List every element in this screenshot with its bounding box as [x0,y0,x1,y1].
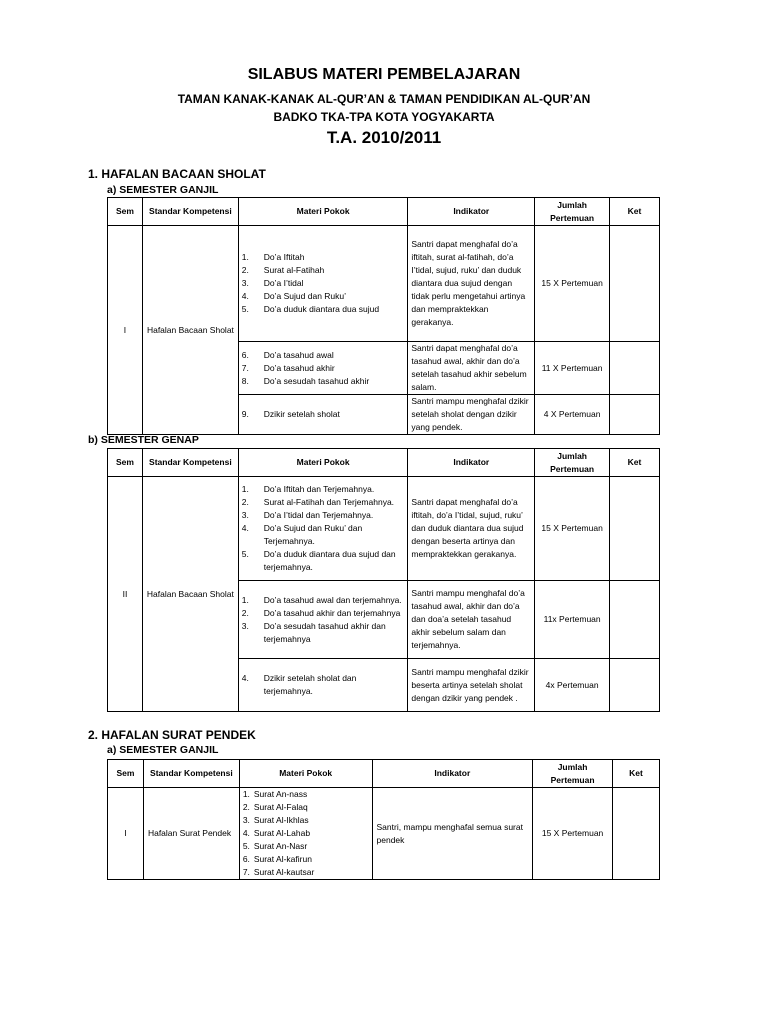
indikator-cell: Santri, mampu menghafal semua surat pendek [372,788,533,880]
jumlah-cell: 4x Pertemuan [535,659,610,712]
jumlah-cell: 4 X Pertemuan [535,395,610,435]
document-subtitle: TAMAN KANAK-KANAK AL-QUR’AN & TAMAN PENDIDIKAN AL-QUR’AN [177,92,591,106]
list-item [243,840,369,853]
col-jumlah: Jumlah Pertemuan [533,760,613,788]
col-indikator: Indikator [408,449,535,477]
list-number: 9. [241,409,249,419]
list-item [242,620,405,646]
list-number: 4. [241,291,249,301]
list-number: 7. [242,867,250,877]
table-header-row [108,198,660,226]
col-standar: Standar Kompetensi [142,198,238,226]
list-number: 6. [242,854,250,864]
list-item [242,303,405,316]
list-text: Surat An-nass [253,789,308,799]
list-item [242,594,405,607]
list-text: Do’a duduk diantara dua sujud dan terjemahnya. [263,549,396,572]
materi-cell [238,226,408,342]
list-number: 5. [241,549,249,559]
list-text: Do’a sesudah tasahud akhir dan terjemahnya [263,620,386,644]
sem-cell: I [108,226,143,435]
list-item [243,866,369,879]
organization-name: BADKO TKA-TPA KOTA YOGYAKARTA [273,110,495,124]
list-number: 1. [241,484,249,494]
jumlah-cell: 15 X Pertemuan [535,477,610,581]
list-item [242,509,405,522]
standar-cell: Hafalan Bacaan Sholat [142,477,238,712]
col-sem: Sem [108,449,143,477]
list-number: 3. [241,278,249,288]
list-text: Surat An-Nasr [253,841,308,851]
ket-cell [613,788,660,880]
indikator-cell: Santri mampu menghafal dzikir setelah sholat dengan dzikir yang pendek. [408,395,535,435]
section-1-heading: 1. HAFALAN BACAAN SHOLAT [88,167,266,181]
section-1b-label: b) SEMESTER GENAP [88,434,199,446]
col-sem: Sem [108,198,143,226]
sem-cell: II [108,477,143,712]
list-number: 5. [242,841,250,851]
indikator-cell: Santri dapat menghafal do’a iftitah, surat al-fatihah, do’a I’tidal, sujud, ruku’ dan duduk diantara dua sujud dengan tidak perlu mengetahui artinya dan mempraktekkan gerakanya. [408,226,535,342]
jumlah-cell: 11x Pertemuan [535,581,610,659]
section-2a-label: a) SEMESTER GANJIL [107,744,219,756]
col-jumlah: Jumlah Pertemuan [535,198,610,226]
list-item [242,251,405,264]
list-number: 2. [241,607,249,618]
list-item [242,349,405,362]
list-item [242,264,405,277]
list-text: Surat Al-kafirun [253,854,312,864]
list-text: Do’a tasahud awal dan terjemahnya. [263,594,402,605]
materi-cell [239,788,372,880]
list-number: 3. [241,620,249,631]
col-materi: Materi Pokok [239,760,372,788]
list-number: 2. [241,497,249,507]
ket-cell [610,659,660,712]
materi-cell [238,659,408,712]
ket-cell [610,395,660,435]
list-text: Surat Al-kautsar [253,867,315,877]
list-number: 4. [241,523,249,533]
list-number: 3. [241,510,249,520]
materi-cell [238,477,408,581]
materi-cell [238,342,408,395]
list-item [242,362,405,375]
academic-year: T.A. 2010/2011 [326,128,442,147]
list-text: Surat al-Fatihah dan Terjemahnya. [263,497,395,507]
list-item [242,607,405,620]
col-materi: Materi Pokok [238,449,408,477]
list-text: Do’a I’tidal [263,278,304,288]
col-indikator: Indikator [408,198,535,226]
list-text: Do’a Sujud dan Ruku’ [263,291,347,301]
document-title: SILABUS MATERI PEMBELAJARAN [247,66,521,83]
list-item [242,496,405,509]
list-text: Dzikir setelah sholat [263,409,340,419]
list-item [242,277,405,290]
col-materi: Materi Pokok [238,198,408,226]
jumlah-cell: 15 X Pertemuan [535,226,610,342]
table-row [108,788,660,880]
list-number: 1. [241,594,249,605]
list-number: 4. [242,828,250,838]
list-text: Do’a tasahud akhir [263,362,335,373]
col-standar: Standar Kompetensi [143,760,239,788]
list-item [242,672,405,698]
materi-cell [238,581,408,659]
list-item [243,788,369,801]
list-item [242,548,405,574]
table-2a [107,759,660,880]
table-header-row [108,760,660,788]
list-text: Do’a duduk diantara dua sujud [263,304,380,314]
jumlah-cell: 11 X Pertemuan [535,342,610,395]
list-number: 8. [241,375,249,386]
ket-cell [610,226,660,342]
jumlah-cell: 15 X Pertemuan [533,788,613,880]
indikator-cell: Santri mampu menghafal do’a tasahud awal, akhir dan do’a dan doa’a setelah tasahud akhir sebelum salam dan terjemahnya. [408,581,535,659]
list-text: Do’a Iftitah [263,252,305,262]
list-text: Dzikir setelah sholat dan terjemahnya. [263,673,357,696]
list-number: 4. [241,673,249,683]
section-2-heading: 2. HAFALAN SURAT PENDEK [88,728,256,742]
list-item [243,827,369,840]
table-1b [107,448,660,712]
list-number: 6. [241,349,249,360]
col-jumlah: Jumlah Pertemuan [535,449,610,477]
table-row [108,226,660,342]
indikator-cell: Santri mampu menghafal dzikir beserta artinya setelah sholat dengan dzikir yang pendek . [408,659,535,712]
list-text: Surat Al-Ikhlas [253,815,309,825]
list-text: Surat Al-Lahab [253,828,311,838]
ket-cell [610,342,660,395]
list-text: Do’a Iftitah dan Terjemahnya. [263,484,375,494]
indikator-cell: Santri dapat menghafal do’a iftitah, do’a I’tidal, sujud, ruku’ dan duduk diantara dua sujud dengan beserta artinya dan mempraktekkan gerakanya. [408,477,535,581]
list-item [242,290,405,303]
ket-cell [610,477,660,581]
table-row [108,477,660,581]
list-number: 1. [242,789,250,799]
list-number: 3. [242,815,250,825]
list-number: 2. [242,802,250,812]
standar-cell: Hafalan Bacaan Sholat [142,226,238,435]
list-text: Do’a sesudah tasahud akhir [263,375,370,386]
materi-cell [238,395,408,435]
list-text: Do’a tasahud akhir dan terjemahnya [263,607,401,618]
list-number: 2. [241,265,249,275]
list-text: Surat al-Fatihah [263,265,325,275]
list-item [242,408,405,421]
sem-cell: I [108,788,144,880]
section-1a-label: a) SEMESTER GANJIL [107,184,219,196]
col-sem: Sem [108,760,144,788]
list-item [243,801,369,814]
col-ket: Ket [610,198,660,226]
list-number: 7. [241,362,249,373]
list-text: Surat Al-Falaq [253,802,308,812]
col-ket: Ket [610,449,660,477]
list-text: Do’a I’tidal dan Terjemahnya. [263,510,374,520]
list-text: Do’a Sujud dan Ruku’ dan Terjemahnya. [263,523,363,546]
list-item [242,375,405,388]
list-number: 1. [241,252,249,262]
standar-cell: Hafalan Surat Pendek [143,788,239,880]
list-item [243,814,369,827]
list-item [242,483,405,496]
col-indikator: Indikator [372,760,533,788]
list-number: 5. [241,304,249,314]
indikator-cell: Santri dapat menghafal do’a tasahud awal, akhir dan do’a setelah tasahud akhir sebelum salam. [408,342,535,395]
table-1a [107,197,660,435]
col-standar: Standar Kompetensi [142,449,238,477]
list-item [242,522,405,548]
col-ket: Ket [613,760,660,788]
list-item [243,853,369,866]
list-text: Do’a tasahud awal [263,349,334,360]
table-header-row [108,449,660,477]
ket-cell [610,581,660,659]
